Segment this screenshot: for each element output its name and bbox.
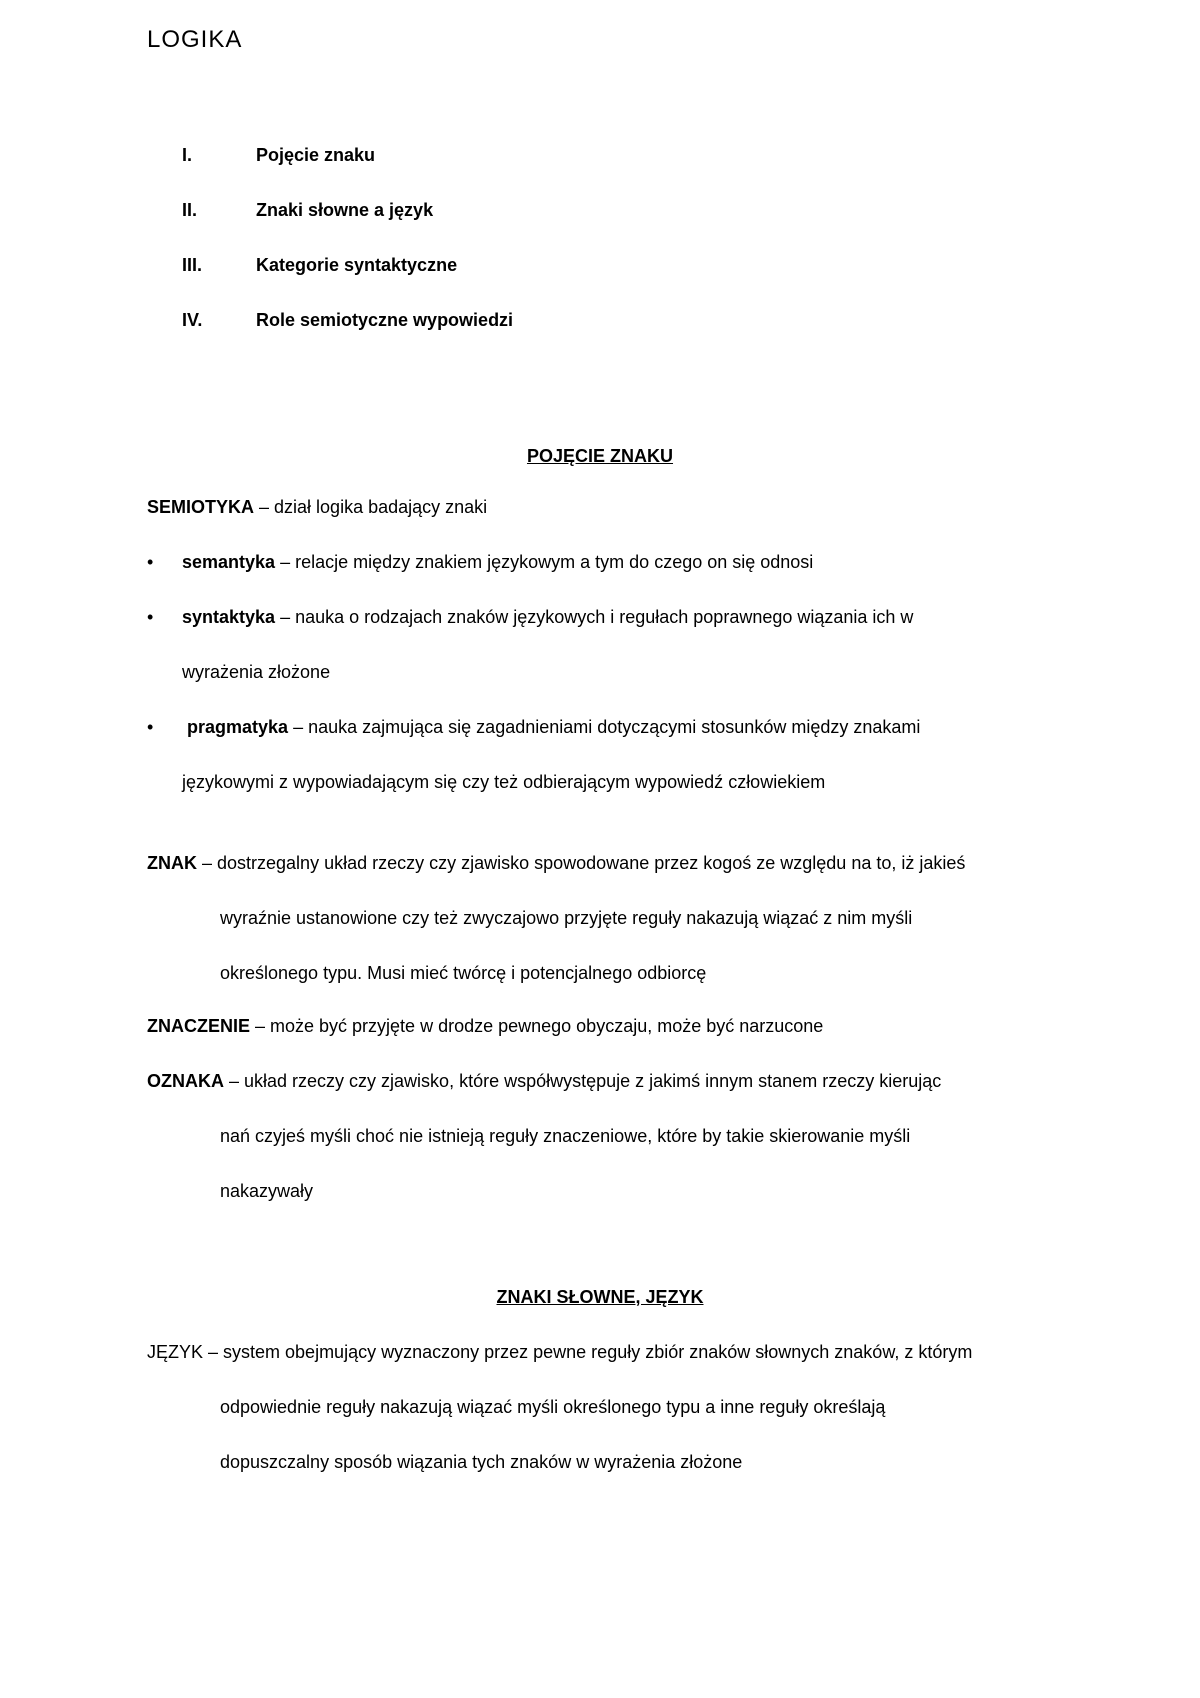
toc-item [182, 310, 882, 365]
toc-item [182, 255, 882, 310]
toc-item [182, 145, 882, 200]
list-item [147, 700, 1067, 810]
list-item [147, 535, 1067, 590]
definition-oznaka [147, 1054, 1067, 1219]
toc-number: III. [182, 255, 203, 275]
definition-znak [147, 836, 1067, 1001]
definition-continuation: dopuszczalny sposób wiązania tych znaków w wyrażenia złożone [220, 1452, 743, 1472]
definition-text: – układ rzeczy czy zjawisko, które współwystępuje z jakimś innym stanem rzeczy kierując [224, 1071, 942, 1091]
definition-continuation: nań czyjeś myśli choć nie istnieją reguły znaczeniowe, które by takie skierowanie myśli [220, 1126, 911, 1146]
table-of-contents [182, 145, 882, 365]
term: OZNAKA [147, 1071, 224, 1091]
term: ZNACZENIE [147, 1016, 250, 1036]
definition-continuation: nakazywały [220, 1181, 314, 1201]
toc-label: Role semiotyczne wypowiedzi [256, 310, 514, 330]
definition-jezyk [147, 1325, 1067, 1490]
bullet-icon: • [147, 607, 154, 627]
definition-continuation: określonego typu. Musi mieć twórcę i potencjalnego odbiorcę [220, 963, 707, 983]
term: semantyka [182, 552, 276, 572]
toc-number: IV. [182, 310, 203, 330]
section-title-pojecie-znaku: POJĘCIE ZNAKU [526, 446, 674, 466]
bullet-icon: • [147, 552, 154, 572]
toc-item [182, 200, 882, 255]
toc-label: Znaki słowne a język [256, 200, 434, 220]
toc-number: II. [182, 200, 198, 220]
toc-label: Pojęcie znaku [256, 145, 376, 165]
term: SEMIOTYKA [147, 497, 255, 517]
toc-number: I. [182, 145, 193, 165]
definition-text: – może być przyjęte w drodze pewnego obyczaju, może być narzucone [250, 1016, 824, 1036]
list-item [147, 590, 1067, 700]
definition-znaczenie [147, 999, 1067, 1054]
definition-continuation: wyrażenia złożone [182, 662, 331, 682]
definition-text: – dostrzegalny układ rzeczy czy zjawisko spowodowane przez kogoś ze względu na to, iż jakieś [197, 853, 966, 873]
definition-semiotyka [147, 480, 1067, 535]
semiotics-branches-list [147, 535, 1067, 810]
definition-continuation: językowymi z wypowiadającym się czy też odbierającym wypowiedź człowiekiem [182, 772, 826, 792]
term: ZNAK [147, 853, 197, 873]
definition-text: – dział logika badający znaki [254, 497, 488, 517]
definition-text: – relacje między znakiem językowym a tym do czego on się odnosi [275, 552, 814, 572]
toc-label: Kategorie syntaktyczne [256, 255, 458, 275]
definition-text: – nauka zajmująca się zagadnieniami dotyczącymi stosunków między znakami [288, 717, 921, 737]
term: syntaktyka [182, 607, 276, 627]
term: pragmatyka [187, 717, 289, 737]
definition-continuation: odpowiednie reguły nakazują wiązać myśli określonego typu a inne reguły określają [220, 1397, 886, 1417]
definition-text: – system obejmujący wyznaczony przez pewne reguły zbiór znaków słownych znaków, z którym [203, 1342, 973, 1362]
document-title: LOGIKA [147, 26, 243, 53]
definition-text: – nauka o rodzajach znaków językowych i regułach poprawnego wiązania ich w [275, 607, 914, 627]
bullet-icon: • [147, 717, 154, 737]
definition-continuation: wyraźnie ustanowione czy też zwyczajowo przyjęte reguły nakazują wiązać z nim myśli [220, 908, 913, 928]
term: JĘZYK [147, 1342, 204, 1362]
section-title-znaki-slowne: ZNAKI SŁOWNE, JĘZYK [496, 1287, 704, 1307]
